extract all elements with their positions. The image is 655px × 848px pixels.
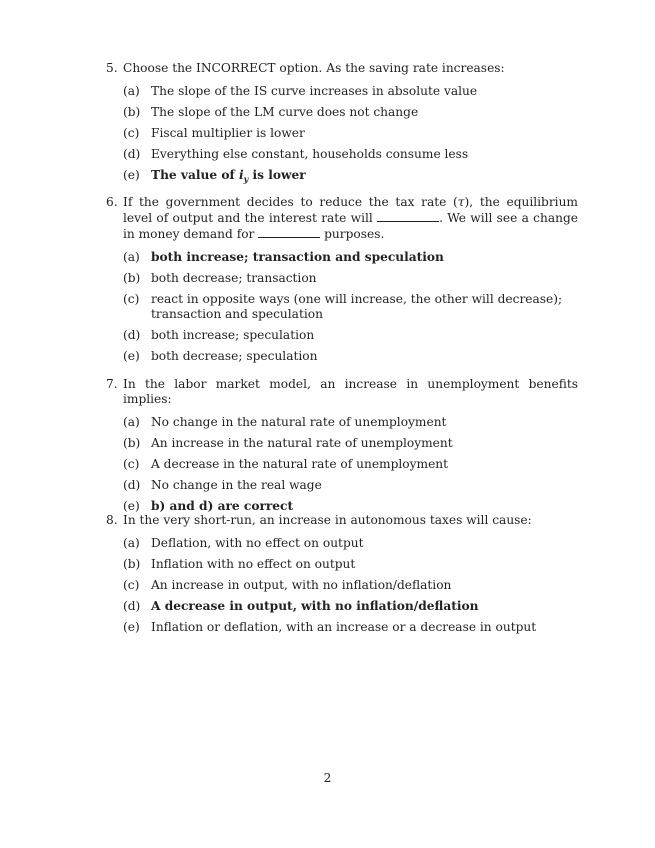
option-d bbox=[123, 328, 578, 343]
option-label: (a) bbox=[123, 84, 140, 98]
option-text: No change in the real wage bbox=[151, 478, 322, 492]
option-label: (b) bbox=[123, 436, 141, 450]
option-label: (e) bbox=[123, 499, 140, 513]
option-text: both decrease; speculation bbox=[151, 349, 318, 363]
option-text-correct: b) and d) are correct bbox=[151, 499, 294, 513]
question-number: 8. bbox=[106, 513, 118, 527]
option-a bbox=[123, 250, 578, 265]
option-e bbox=[123, 620, 578, 635]
option-text: An increase in output, with no inflation/deflation bbox=[151, 578, 452, 592]
option-text-after: is lower bbox=[248, 168, 306, 182]
option-label: (c) bbox=[123, 292, 140, 306]
answer-blank bbox=[258, 226, 320, 238]
option-c bbox=[123, 126, 578, 141]
option-label: (a) bbox=[123, 250, 140, 264]
option-text: Deflation, with no effect on output bbox=[151, 536, 364, 550]
option-list bbox=[106, 250, 578, 364]
option-label: (d) bbox=[123, 328, 141, 342]
option-label: (a) bbox=[123, 536, 140, 550]
option-a bbox=[123, 536, 578, 551]
option-b bbox=[123, 557, 578, 572]
option-e bbox=[123, 499, 578, 514]
option-c bbox=[123, 292, 578, 322]
option-label: (b) bbox=[123, 105, 141, 119]
option-label: (d) bbox=[123, 147, 141, 161]
option-label: (c) bbox=[123, 126, 140, 140]
option-c bbox=[123, 457, 578, 472]
option-label: (d) bbox=[123, 478, 141, 492]
question-6 bbox=[106, 195, 578, 370]
option-e bbox=[123, 349, 578, 364]
question-text: In the labor market model, an increase in unemployment benefits implies: bbox=[123, 377, 578, 406]
option-a bbox=[123, 84, 578, 99]
option-d bbox=[123, 478, 578, 493]
answer-blank bbox=[377, 210, 439, 222]
question-text: Choose the INCORRECT option. As the saving rate increases: bbox=[123, 61, 505, 75]
option-label: (a) bbox=[123, 415, 140, 429]
option-text: react in opposite ways (one will increase, the other will decrease); transaction and speculation bbox=[151, 292, 563, 321]
option-text: No change in the natural rate of unemployment bbox=[151, 415, 447, 429]
question-7 bbox=[106, 377, 578, 520]
option-text: both increase; speculation bbox=[151, 328, 315, 342]
question-number: 6. bbox=[106, 195, 118, 209]
question-text bbox=[123, 195, 578, 242]
option-label: (e) bbox=[123, 620, 140, 634]
option-label: (c) bbox=[123, 457, 140, 471]
question-number: 7. bbox=[106, 377, 118, 391]
option-text: Inflation or deflation, with an increase or a decrease in output bbox=[151, 620, 537, 634]
option-text-correct bbox=[151, 168, 578, 184]
option-label: (d) bbox=[123, 599, 141, 613]
question-8 bbox=[106, 513, 578, 641]
variable-subscript: y bbox=[243, 174, 249, 184]
option-d bbox=[123, 599, 578, 614]
option-text: An increase in the natural rate of unemployment bbox=[151, 436, 453, 450]
tau-symbol: τ bbox=[457, 195, 465, 209]
option-text: The slope of the LM curve does not change bbox=[151, 105, 419, 119]
question-number: 5. bbox=[106, 61, 118, 75]
option-label: (b) bbox=[123, 557, 141, 571]
option-text-correct: both increase; transaction and speculation bbox=[151, 250, 444, 264]
option-b bbox=[123, 105, 578, 120]
option-text-correct: A decrease in output, with no inflation/deflation bbox=[151, 599, 479, 613]
option-label: (c) bbox=[123, 578, 140, 592]
option-text: Inflation with no effect on output bbox=[151, 557, 356, 571]
option-text: both decrease; transaction bbox=[151, 271, 317, 285]
option-text-before: The value of bbox=[151, 168, 240, 182]
question-text-part3: . We will see a change in money demand for bbox=[123, 211, 578, 241]
variable-i: i bbox=[239, 168, 244, 182]
option-label: (e) bbox=[123, 349, 140, 363]
option-text: The slope of the IS curve increases in absolute value bbox=[151, 84, 478, 98]
question-text: In the very short-run, an increase in autonomous taxes will cause: bbox=[123, 513, 532, 527]
question-text-part1: If the government decides to reduce the tax rate ( bbox=[123, 195, 458, 209]
option-list bbox=[106, 84, 578, 184]
question-text-part2: ), the equilibrium level of output and the interest rate will bbox=[123, 195, 578, 225]
question-text-part4: purposes. bbox=[320, 227, 385, 241]
option-label: (b) bbox=[123, 271, 141, 285]
option-list bbox=[106, 415, 578, 514]
option-a bbox=[123, 415, 578, 430]
page-number: 2 bbox=[323, 771, 332, 785]
option-b bbox=[123, 436, 578, 451]
option-b bbox=[123, 271, 578, 286]
option-d bbox=[123, 147, 578, 162]
option-text: Fiscal multiplier is lower bbox=[151, 126, 305, 140]
option-e bbox=[123, 168, 578, 184]
option-c bbox=[123, 578, 578, 593]
option-text: A decrease in the natural rate of unemployment bbox=[151, 457, 449, 471]
option-text: Everything else constant, households consume less bbox=[151, 147, 469, 161]
option-list bbox=[106, 536, 578, 635]
option-label: (e) bbox=[123, 168, 140, 182]
question-5 bbox=[106, 61, 578, 190]
